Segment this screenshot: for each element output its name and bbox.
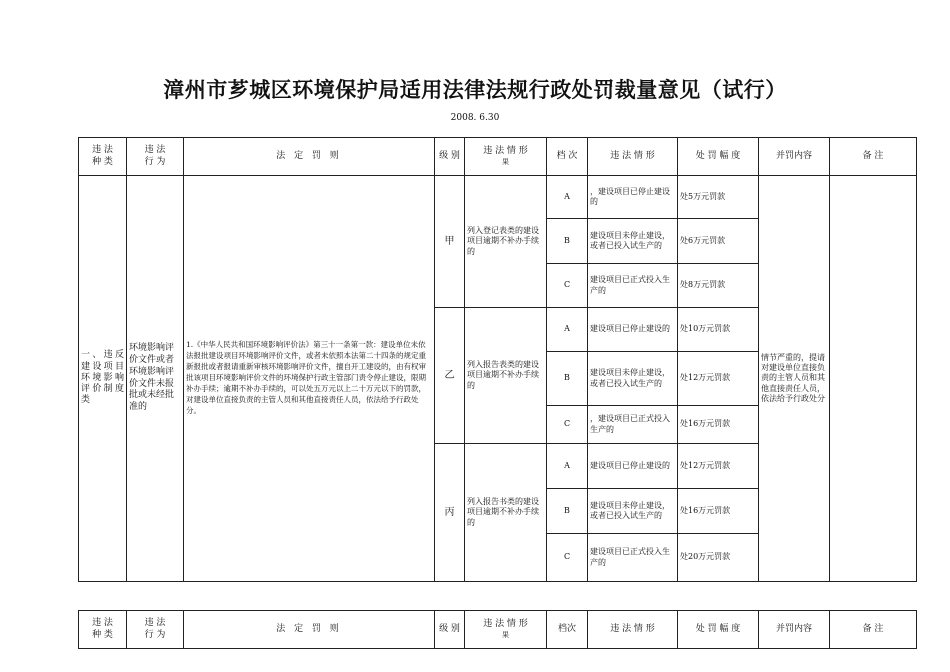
header-grade: 级 别 (435, 611, 465, 649)
remark-cell (830, 176, 917, 582)
combined-penalty-cell: 情节严重的，提请对建设单位直接负责的主管人员和其他直接责任人员，依法给予行政处分 (759, 176, 830, 582)
penalty-cell: 处8万元罚款 (678, 264, 759, 308)
tier-circumstance-cell: 建设项目已停止建设的 (588, 444, 678, 489)
category-cell: 一、违反建设项目环境影响评价制度类 (79, 176, 127, 582)
header-tier: 档 次 (547, 138, 588, 176)
header-circumstance: 违 法 情 形 果 (465, 138, 547, 176)
header-category: 违 法 种 类 (79, 611, 127, 649)
penalty-table (78, 137, 917, 582)
header-grade: 级 别 (435, 138, 465, 176)
tier-circumstance-cell: ，建设项目已停止建设的 (588, 176, 678, 219)
penalty-cell: 处6万元罚款 (678, 219, 759, 264)
header-behavior: 违 法 行 为 (127, 138, 184, 176)
tier-cell: A (547, 308, 588, 352)
tier-circumstance-cell: 建设项目未停止建设，或者已投入试生产的 (588, 489, 678, 534)
tier-cell: A (547, 176, 588, 219)
header-category: 违 法 种 类 (79, 138, 127, 176)
header-penalty: 处 罚 幅 度 (678, 138, 759, 176)
document-date: 2008. 6.30 (450, 113, 500, 123)
penalty-cell: 处16万元罚款 (678, 406, 759, 444)
penalty-cell: 处12万元罚款 (678, 444, 759, 489)
penalty-cell: 处20万元罚款 (678, 534, 759, 582)
tier-cell: B (547, 489, 588, 534)
tier-cell: B (547, 352, 588, 406)
header-penalty: 处 罚 幅 度 (678, 611, 759, 649)
penalty-cell: 处5万元罚款 (678, 176, 759, 219)
penalty-cell: 处10万元罚款 (678, 308, 759, 352)
header-remark: 备 注 (830, 138, 917, 176)
tier-cell: C (547, 534, 588, 582)
tier-circumstance-cell: 建设项目已停止建设的 (588, 308, 678, 352)
table-header-row (79, 138, 917, 176)
tier-circumstance-cell: 建设项目未停止建设，或者已投入试生产的 (588, 352, 678, 406)
grade-circumstance-cell: 列入报告表类的建设项目逾期不补办手续的 (465, 308, 547, 444)
tier-cell: C (547, 264, 588, 308)
tier-circumstance-cell: 建设项目已正式投入生产的 (588, 264, 678, 308)
document-title: 漳州市芗城区环境保护局适用法律法规行政处罚裁量意见（试行） (163, 78, 787, 102)
header-law: 法 定 罚 则 (184, 138, 435, 176)
tier-circumstance-cell: 建设项目未停止建设，或者已投入试生产的 (588, 219, 678, 264)
header-combined: 并罚内容 (759, 611, 830, 649)
table-row (79, 176, 917, 219)
header-circumstance-detail: 违 法 情 形 (588, 138, 678, 176)
tier-cell: C (547, 406, 588, 444)
penalty-table-continued (78, 610, 917, 649)
tier-cell: B (547, 219, 588, 264)
header-tier: 档次 (547, 611, 588, 649)
tier-circumstance-cell: ，建设项目已正式投入生产的 (588, 406, 678, 444)
header-circumstance: 违 法 情 形 果 (465, 611, 547, 649)
table-header-row (79, 611, 917, 649)
header-combined: 并罚内容 (759, 138, 830, 176)
grade-circumstance-cell: 列入登记表类的建设项目逾期不补办手续的 (465, 176, 547, 308)
grade-cell: 丙 (435, 444, 465, 582)
header-remark: 备 注 (830, 611, 917, 649)
law-cell: 1.《中华人民共和国环境影响评价法》第三十一条第一款：建设单位未依法报批建设项目环境影响评价文件，或者未依照本法第二十四条的规定重新报批或者报请重新审核环境影响评价文件，擅自开工建设的，由有权审批该项目环境影响评价文件的环境保护行政主管部门责令停止建设，限期补办手续；逾期不补办手续的，可以处五万元以上二十万元以下的罚款，对建设单位直接负责的主管人员和其他直接责任人员，依法给予行政处分。 (184, 176, 435, 582)
header-law: 法 定 罚 则 (184, 611, 435, 649)
behavior-cell: 环境影响评价文件或者环境影响评价文件未报批或未经批准的 (127, 176, 184, 582)
grade-cell: 乙 (435, 308, 465, 444)
tier-circumstance-cell: 建设项目已正式投入生产的 (588, 534, 678, 582)
header-circumstance-detail: 违 法 情 形 (588, 611, 678, 649)
grade-circumstance-cell: 列入报告书类的建设项目逾期不补办手续的 (465, 444, 547, 582)
grade-cell: 甲 (435, 176, 465, 308)
penalty-cell: 处12万元罚款 (678, 352, 759, 406)
penalty-cell: 处16万元罚款 (678, 489, 759, 534)
header-behavior: 违 法 行 为 (127, 611, 184, 649)
tier-cell: A (547, 444, 588, 489)
